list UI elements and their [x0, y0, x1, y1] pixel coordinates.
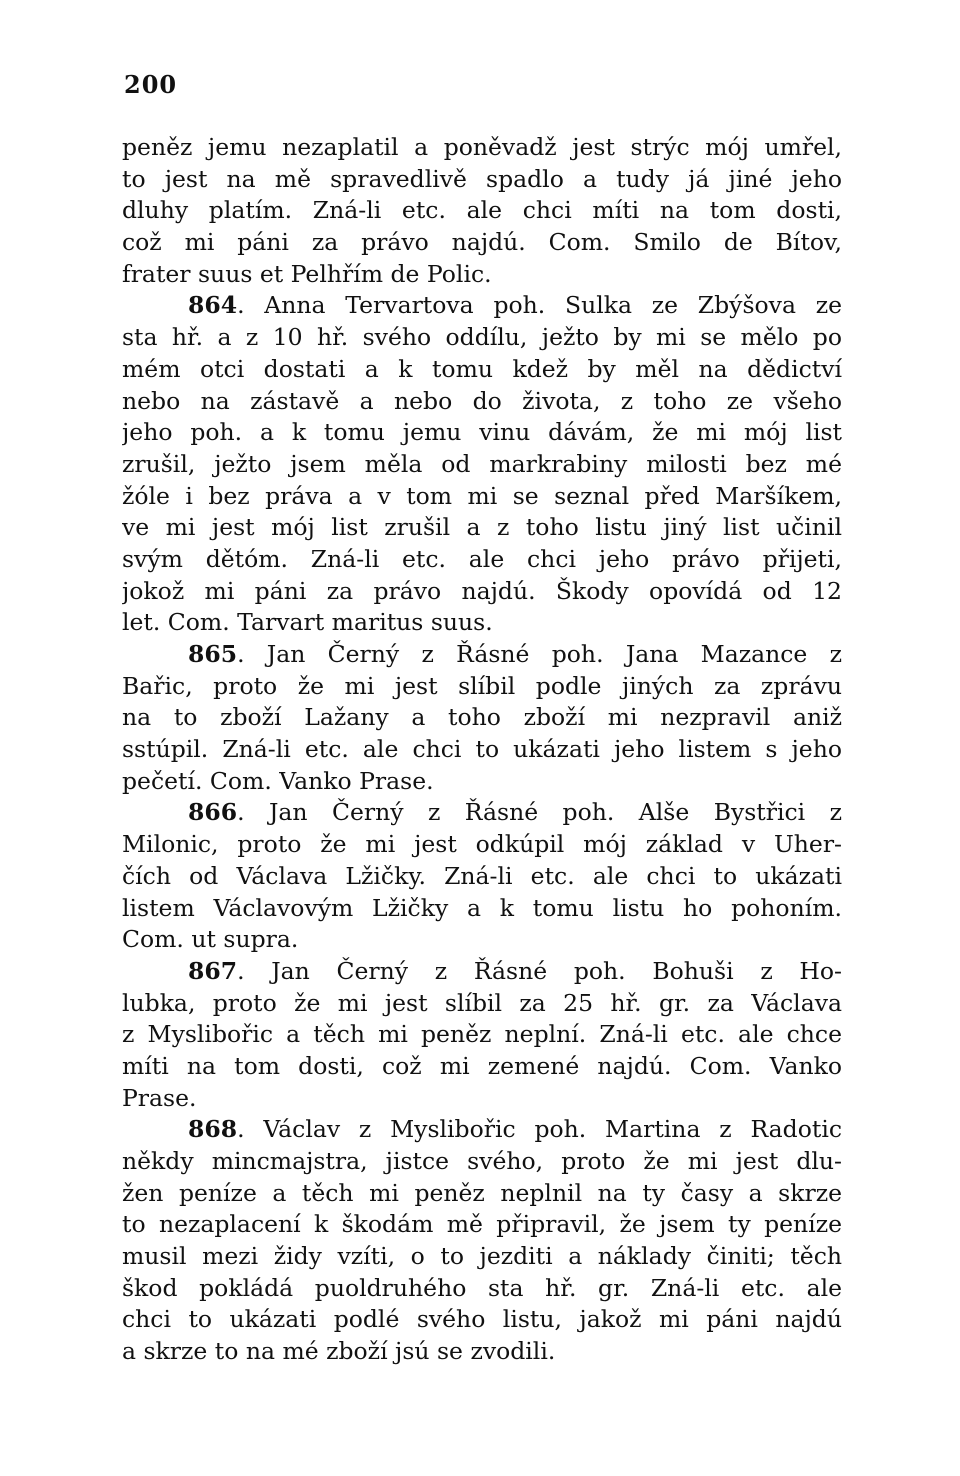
text-line — [122, 322, 842, 354]
line-text: sta hř. a z 10 hř. svého oddílu, ježto by mi se mělo po — [122, 323, 842, 352]
line-text: Bařic, proto že mi jest slíbil podle jiných za zprávu — [122, 671, 842, 700]
page-number: 200 — [124, 70, 178, 99]
text-line — [122, 354, 842, 386]
line-text: musil mezi židy vzíti, o to jezditi a náklady činiti; těch — [122, 1242, 842, 1271]
text-line — [122, 1146, 842, 1178]
text-line — [122, 512, 842, 544]
line-text: někdy mincmajstra, jistce svého, proto že mi jest dlu- — [122, 1147, 842, 1175]
line-text: žóle i bez práva a v tom mi se seznal před Maršíkem, — [122, 481, 842, 510]
text-line — [122, 734, 842, 766]
line-text: Com. ut supra. — [122, 925, 299, 954]
line-text: zrušil, ježto jsem měla od markrabiny milosti bez mé — [122, 449, 842, 478]
text-line — [122, 924, 842, 956]
text-line — [122, 164, 842, 196]
text-line — [122, 702, 842, 734]
line-text: na to zboží Lažany a toho zboží mi nezpravil aniž — [122, 703, 842, 732]
text-line — [122, 132, 842, 164]
line-text: . Václav z Myslibořic poh. Martina z Radotic — [237, 1115, 842, 1144]
entry-first-line — [122, 797, 842, 829]
text-line — [122, 576, 842, 608]
line-text: let. Com. Tarvart maritus suus. — [122, 608, 493, 637]
entry-first-line — [122, 639, 842, 671]
line-text: to jest na mě spravedlivě spadlo a tudy já jiné jeho — [122, 164, 842, 193]
line-text: mém otci dostati a k tomu kdež by měl na dědictví — [122, 354, 842, 383]
text-line — [122, 1019, 842, 1051]
line-text: škod pokládá puoldruhého sta hř. gr. Zná-li etc. ale — [122, 1273, 842, 1302]
line-text: žen peníze a těch mi peněz neplnil na ty časy a skrze — [122, 1178, 842, 1207]
line-text: peněz jemu nezaplatil a poněvadž jest strýc mój umřel, — [122, 133, 842, 161]
text-line — [122, 227, 842, 259]
text-line — [122, 671, 842, 703]
text-line — [122, 449, 842, 481]
entry-number: 864 — [188, 291, 238, 320]
entry-first-line — [122, 1114, 842, 1146]
text-line — [122, 1178, 842, 1210]
text-line — [122, 544, 842, 576]
line-text: . Jan Černý z Řásné poh. Bohuši z Ho- — [237, 956, 842, 985]
text-line — [122, 195, 842, 227]
line-text: což mi páni za právo najdú. Com. Smilo de Bítov, — [122, 228, 842, 257]
entry-first-line — [122, 290, 842, 322]
text-line — [122, 1273, 842, 1305]
text-line — [122, 417, 842, 449]
text-line — [122, 1083, 842, 1115]
text-line — [122, 766, 842, 798]
text-line — [122, 1304, 842, 1336]
entry-number: 865 — [188, 640, 238, 668]
line-text: nebo na zástavě a nebo do života, z toho ze všeho — [122, 386, 842, 415]
line-text: pečetí. Com. Vanko Prase. — [122, 766, 434, 795]
line-text: jokož mi páni za právo najdú. Škody opovídá od 12 — [122, 576, 842, 605]
line-text: to nezaplacení k škodám mě připravil, že jsem ty peníze — [122, 1210, 842, 1239]
line-text: . Jan Černý z Řásné poh. Jana Mazance z — [237, 640, 842, 668]
line-text: Milonic, proto že mi jest odkúpil mój základ v Uher- — [122, 830, 842, 859]
text-line — [122, 1336, 842, 1368]
entry-first-line — [122, 956, 842, 988]
entry-number: 868 — [188, 1115, 238, 1144]
text-line — [122, 481, 842, 513]
line-text: frater suus et Pelhřím de Polic. — [122, 259, 492, 288]
line-text: a skrze to na mé zboží jsú se zvodili. — [122, 1337, 556, 1366]
text-line — [122, 893, 842, 925]
line-text: sstúpil. Zná-li etc. ale chci to ukázati jeho listem s jeho — [122, 735, 842, 764]
line-text: lubka, proto že mi jest slíbil za 25 hř. gr. za Václava — [122, 988, 842, 1017]
text-line — [122, 259, 842, 291]
line-text: listem Václavovým Lžičky a k tomu listu ho pohoním. — [122, 893, 842, 922]
body-text — [122, 132, 842, 1368]
line-text: svým dětóm. Zná-li etc. ale chci jeho právo přijeti, — [122, 544, 842, 573]
text-line — [122, 861, 842, 893]
entry-number: 866 — [188, 798, 238, 827]
line-text: čích od Václava Lžičky. Zná-li etc. ale chci to ukázati — [122, 861, 842, 890]
line-text: jeho poh. a k tomu jemu vinu dávám, že mi mój list — [122, 418, 842, 447]
line-text: . Jan Černý z Řásné poh. Alše Bystřici z — [237, 798, 842, 827]
line-text: z Myslibořic a těch mi peněz neplní. Zná-li etc. ale chce — [122, 1020, 842, 1049]
text-line — [122, 607, 842, 639]
entry-number: 867 — [188, 956, 238, 985]
line-text: chci to ukázati podlé svého listu, jakož mi páni najdú — [122, 1305, 842, 1334]
line-text: Prase. — [122, 1083, 197, 1112]
line-text: míti na tom dosti, což mi zemené najdú. Com. Vanko — [122, 1051, 842, 1080]
text-line — [122, 1051, 842, 1083]
text-line — [122, 988, 842, 1020]
line-text: ve mi jest mój list zrušil a z toho listu jiný list učinil — [122, 513, 842, 542]
text-line — [122, 386, 842, 418]
line-text: dluhy platím. Zná-li etc. ale chci míti na tom dosti, — [122, 196, 842, 225]
text-line — [122, 829, 842, 861]
text-line — [122, 1209, 842, 1241]
text-line — [122, 1241, 842, 1273]
line-text: . Anna Tervartova poh. Sulka ze Zbýšova ze — [237, 291, 842, 320]
